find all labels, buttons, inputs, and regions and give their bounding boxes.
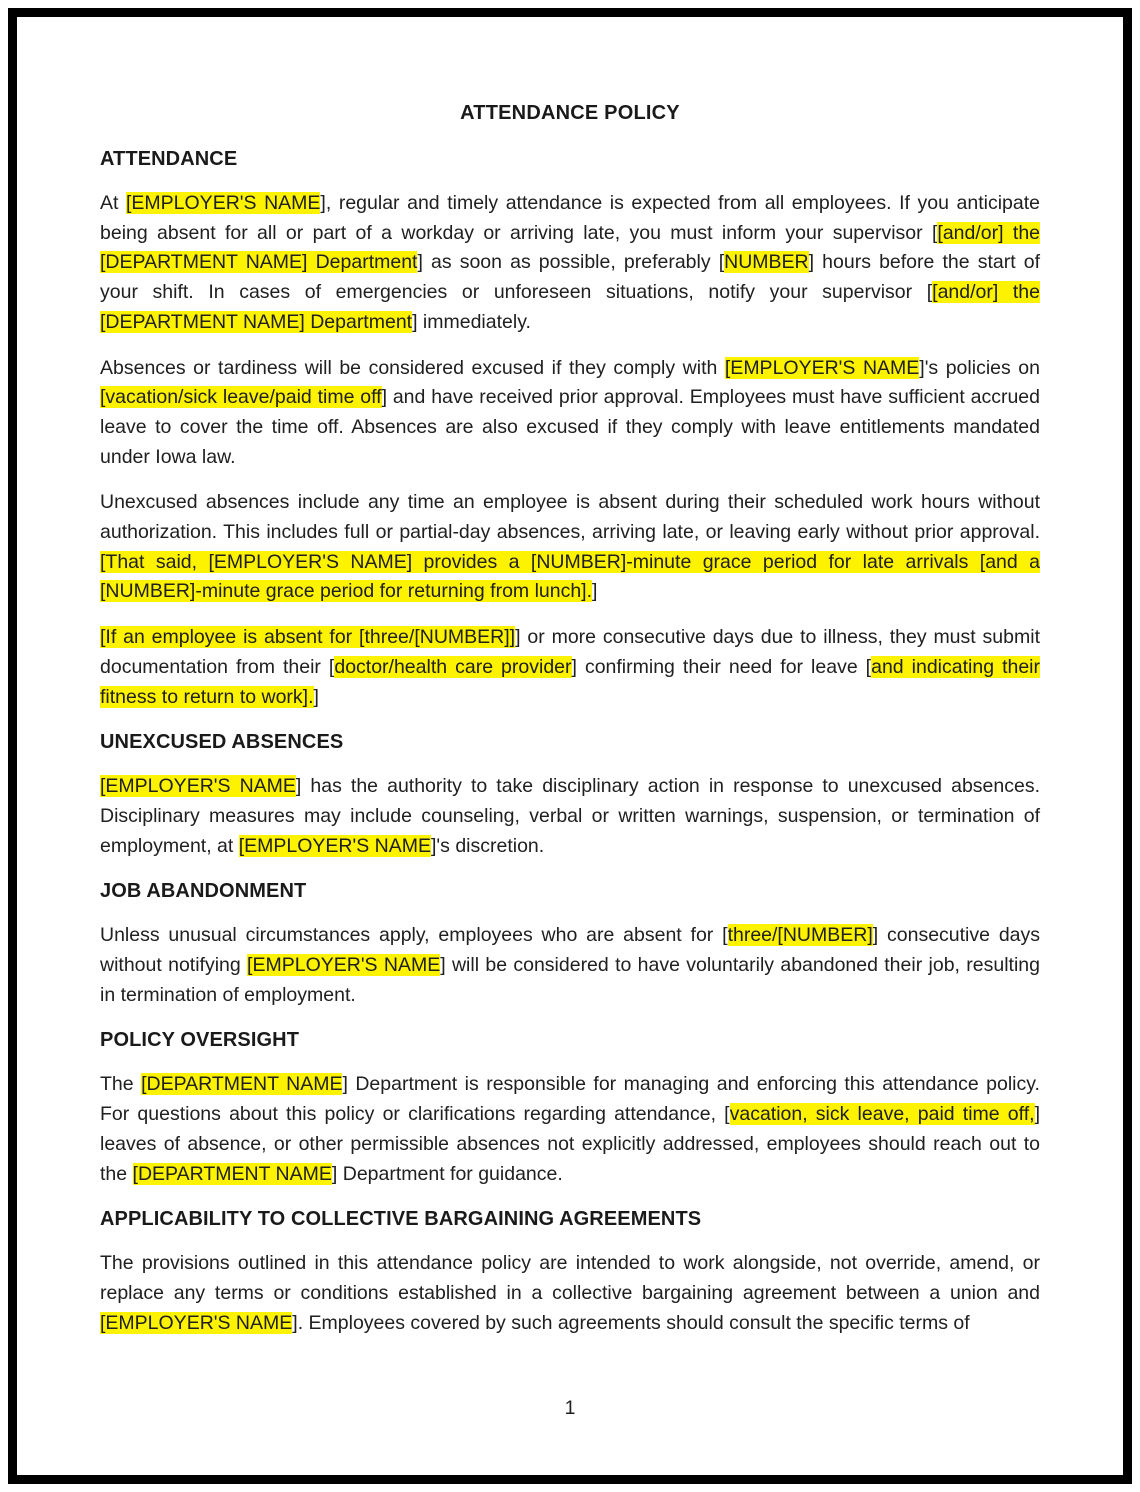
section-heading: POLICY OVERSIGHT	[100, 1029, 300, 1052]
highlighted-placeholder: [EMPLOYER'S NAME	[100, 775, 296, 798]
body-text: ]	[592, 580, 598, 603]
section-heading: APPLICABILITY TO COLLECTIVE BARGAINING AGREEMENTS	[100, 1208, 702, 1231]
highlighted-placeholder: [and/or] the [DEPARTMENT NAME] Department	[100, 221, 1041, 274]
document-body	[100, 146, 1040, 1338]
section-heading: UNEXCUSED ABSENCES	[100, 731, 344, 754]
highlighted-placeholder: [EMPLOYER'S NAME	[247, 954, 441, 977]
body-text: ] Department is responsible for managing and enforcing this attendance policy. For questions about this policy or clarifications regarding attendance, [	[100, 1073, 1040, 1126]
highlighted-placeholder: [If an employee is absent for [three/[NUMBER]]	[100, 626, 516, 649]
highlighted-placeholder: and indicating their fitness to return to work].	[100, 655, 1041, 708]
section-heading: ATTENDANCE	[100, 148, 238, 170]
body-text: Absences or tardiness will be considered excused if they comply with	[100, 356, 725, 379]
body-text: ] or more consecutive days due to illness, they must submit documentation from their [	[100, 626, 1040, 678]
body-text: ], regular and timely attendance is expected from all employees. If you anticipate being absent for all or part of a workday or arriving late, you must inform your supervisor [	[100, 192, 1040, 244]
paragraph	[100, 354, 1040, 473]
paragraph	[100, 1249, 1040, 1338]
body-text: ] confirming their need for leave [	[571, 655, 872, 678]
body-text: ] has the authority to take disciplinary action in response to unexcused absences. Disciplinary measures may include counseling, verbal or written warnings, suspension, or termination of employment, at	[100, 775, 1040, 857]
body-text: The provisions outlined in this attendance policy are intended to work alongside, not override, amend, or replace any terms or conditions established in a collective bargaining agreement between a union and	[100, 1252, 1040, 1304]
body-text: ] will be considered to have voluntarily abandoned their job, resulting in termination of employment.	[100, 954, 1040, 1006]
highlighted-placeholder: [and/or] the [DEPARTMENT NAME] Department	[100, 281, 1040, 333]
body-text: Unexcused absences include any time an employee is absent during their scheduled work hours without authorization. This includes full or partial-day absences, arriving late, or leaving early without prior approval.	[100, 491, 1040, 544]
page-title: ATTENDANCE POLICY	[460, 102, 680, 124]
body-text: ] immediately.	[412, 310, 531, 333]
highlighted-placeholder: three/[NUMBER]	[727, 924, 873, 947]
paragraph	[100, 921, 1040, 1010]
body-text: ] hours before the start of your shift. In cases of emergencies or unforeseen situations, notify your supervisor [	[100, 251, 1041, 304]
body-text: Unless unusual circumstances apply, employees who are absent for [	[100, 924, 728, 947]
highlighted-placeholder: [That said, [EMPLOYER'S NAME] provides a [NUMBER]-minute grace period for late arrivals [and a [NUMBER]-minute grace period for returning from lunch].	[100, 550, 1040, 603]
body-text: ] and have received prior approval. Employees must have sufficient accrued leave to cover the time off. Absences are also excused if they comply with leave entitlements mandated under Iowa law.	[100, 386, 1040, 468]
highlighted-placeholder: [EMPLOYER'S NAME	[724, 356, 920, 379]
highlighted-placeholder: [EMPLOYER'S NAME	[238, 834, 432, 857]
paragraph	[100, 1070, 1040, 1189]
page-number: 1	[564, 1397, 576, 1419]
body-text: ]	[313, 685, 319, 708]
paragraph	[100, 623, 1040, 712]
body-text: At	[100, 192, 126, 214]
body-text: ]'s policies on	[919, 356, 1040, 379]
highlighted-placeholder: [EMPLOYER'S NAME	[126, 192, 321, 214]
highlighted-placeholder: vacation, sick leave, paid time off,	[729, 1103, 1035, 1126]
paragraph	[100, 189, 1040, 338]
section-heading: JOB ABANDONMENT	[100, 880, 307, 903]
highlighted-placeholder: [DEPARTMENT NAME	[141, 1073, 343, 1096]
highlighted-placeholder: NUMBER	[724, 251, 809, 274]
paragraph	[100, 772, 1040, 861]
body-text: ] consecutive days without notifying	[100, 924, 1041, 977]
highlighted-placeholder: [vacation/sick leave/paid time off	[100, 386, 382, 409]
body-text: ] Department for guidance.	[331, 1162, 563, 1185]
body-text: The	[100, 1073, 142, 1096]
highlighted-placeholder: doctor/health care provider	[334, 655, 572, 678]
body-text: ] leaves of absence, or other permissible absences not explicitly addressed, employees should reach out to the	[100, 1103, 1040, 1185]
body-text: ] as soon as possible, preferably [	[417, 251, 725, 274]
body-text: ]'s discretion.	[431, 834, 545, 857]
highlighted-placeholder: [DEPARTMENT NAME	[132, 1162, 332, 1185]
body-text: ]. Employees covered by such agreements should consult the specific terms of	[292, 1311, 970, 1334]
paragraph	[100, 488, 1040, 607]
highlighted-placeholder: [EMPLOYER'S NAME	[100, 1311, 293, 1334]
